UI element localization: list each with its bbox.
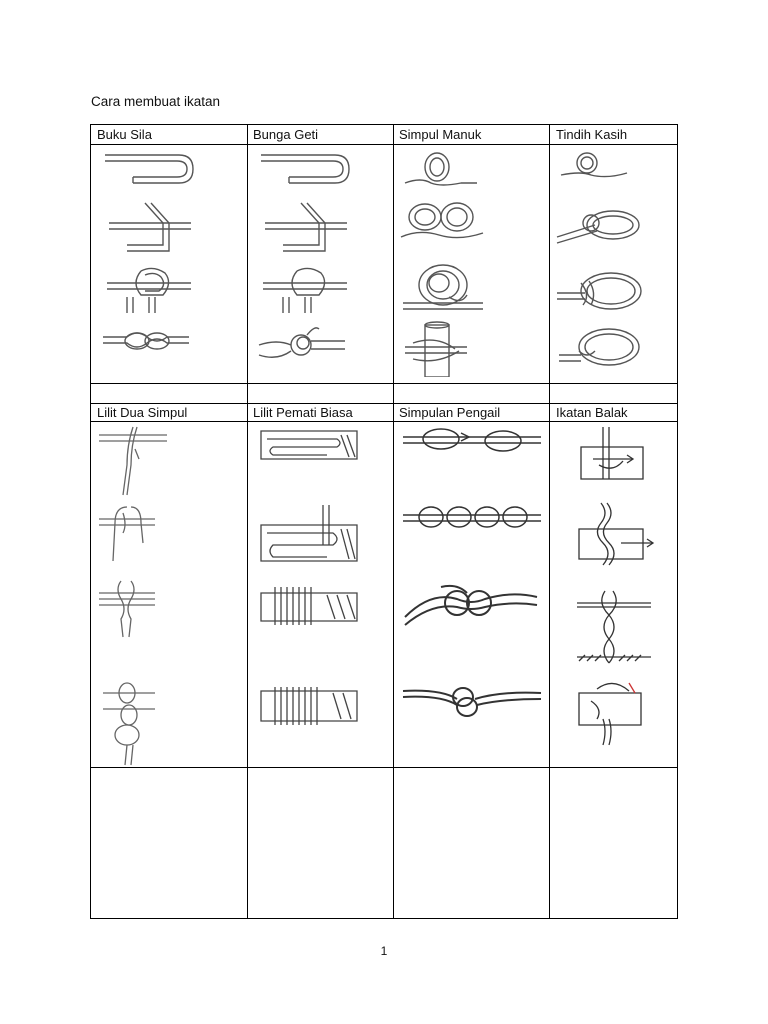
buku-sila-step-4-illustration [101, 323, 191, 363]
simpulan-pengail-step-2-illustration [401, 499, 543, 535]
column-divider [247, 125, 248, 918]
row-divider [91, 144, 677, 145]
header-simpulan-pengail: Simpulan Pengail [399, 405, 501, 420]
row-divider [91, 767, 677, 768]
bunga-geti-step-2-illustration [253, 199, 353, 255]
lilit-pemati-biasa-step-4-illustration [257, 681, 361, 729]
tindih-kasih-step-1-illustration [557, 149, 631, 185]
row-divider [91, 421, 677, 422]
tindih-kasih-step-4-illustration [557, 325, 643, 371]
simpul-manuk-step-3-illustration [401, 259, 485, 315]
simpul-manuk-step-1-illustration [401, 147, 481, 191]
row-divider [91, 403, 677, 404]
ikatan-balak-step-2-illustration [573, 499, 657, 571]
header-tindih-kasih: Tindih Kasih [556, 127, 628, 142]
row-divider [91, 383, 677, 384]
page-number: 1 [380, 944, 388, 958]
column-divider [549, 125, 550, 918]
header-bunga-geti: Bunga Geti [253, 127, 319, 142]
bunga-geti-step-3-illustration [253, 263, 353, 319]
knot-table [90, 124, 678, 919]
column-divider [393, 125, 394, 918]
ikatan-balak-step-1-illustration [573, 425, 653, 495]
header-simpul-manuk: Simpul Manuk [399, 127, 482, 142]
lilit-pemati-biasa-step-1-illustration [257, 427, 361, 463]
tindih-kasih-step-3-illustration [555, 265, 645, 315]
header-lilit-pemati-biasa: Lilit Pemati Biasa [253, 405, 353, 420]
bunga-geti-step-1-illustration [253, 147, 353, 189]
simpul-manuk-step-2-illustration [399, 197, 485, 247]
lilit-pemati-biasa-step-2-illustration [257, 501, 361, 565]
document-title: Cara membuat ikatan [91, 94, 221, 109]
simpulan-pengail-step-1-illustration [401, 423, 543, 459]
lilit-dua-simpul-step-2-illustration [97, 503, 157, 567]
bunga-geti-step-4-illustration [257, 321, 347, 367]
buku-sila-step-2-illustration [97, 199, 197, 255]
ikatan-balak-step-3-illustration [571, 577, 655, 677]
buku-sila-step-3-illustration [97, 263, 197, 319]
lilit-dua-simpul-step-4-illustration [101, 681, 157, 767]
tindih-kasih-step-2-illustration [555, 203, 645, 249]
header-buku-sila: Buku Sila [97, 127, 152, 142]
simpulan-pengail-step-3-illustration [401, 575, 543, 631]
ikatan-balak-step-4-illustration [573, 679, 653, 749]
lilit-dua-simpul-step-1-illustration [97, 425, 169, 497]
simpul-manuk-step-4-illustration [403, 321, 469, 377]
header-lilit-dua-simpul: Lilit Dua Simpul [97, 405, 188, 420]
header-ikatan-balak: Ikatan Balak [556, 405, 628, 420]
lilit-dua-simpul-step-3-illustration [97, 579, 157, 639]
lilit-pemati-biasa-step-3-illustration [257, 581, 361, 629]
buku-sila-step-1-illustration [97, 147, 197, 189]
simpulan-pengail-step-4-illustration [401, 677, 543, 721]
